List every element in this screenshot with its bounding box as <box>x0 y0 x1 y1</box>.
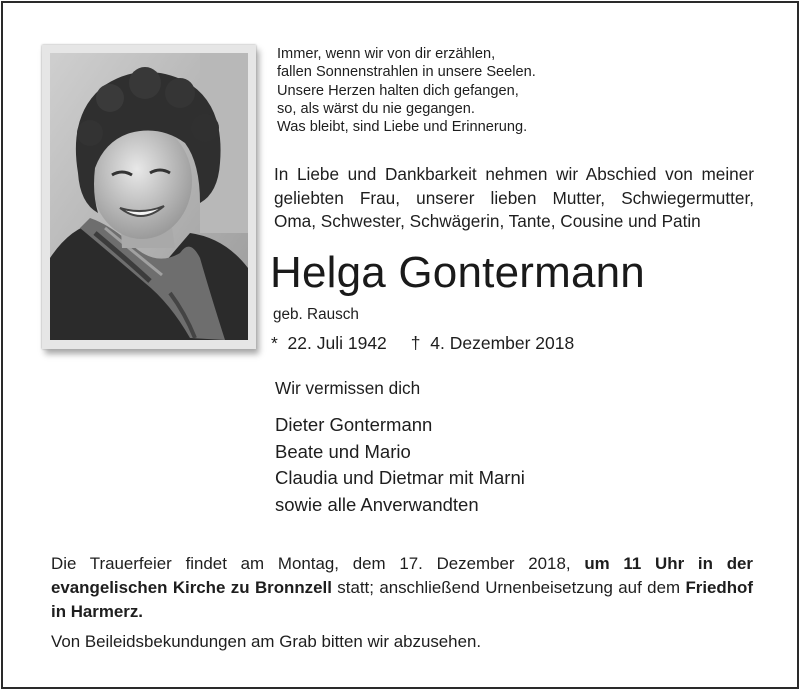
mourner-name: Beate und Mario <box>275 440 411 462</box>
intro-line: geliebten Frau, unserer lieben Mutter, Schwiegermutter, <box>274 187 754 208</box>
funeral-time-location: um 11 Uhr in der evangelischen Kirche zu Bronnzell <box>51 554 753 598</box>
mourner-name: sowie alle Anverwandten <box>275 493 479 515</box>
poem-line: so, als wärst du nie gegangen. <box>277 100 475 117</box>
condolence-note: Von Beileidsbekundungen am Grab bitten wir abzusehen. <box>51 632 482 651</box>
obituary-card <box>1 1 799 689</box>
mourner-name: Dieter Gontermann <box>275 414 433 435</box>
birth-symbol: * <box>271 333 278 353</box>
portrait-frame <box>42 45 256 349</box>
burial-location: Friedhof in Harmerz. <box>51 578 753 622</box>
poem-line: Immer, wenn wir von dir erzählen, <box>277 46 496 62</box>
intro-line: In Liebe und Dankbarkeit nehmen wir Abschied von meiner <box>274 164 754 184</box>
deceased-name: Helga Gontermann <box>270 248 645 297</box>
birth-date: 22. Juli 1942 <box>287 333 387 353</box>
funeral-details <box>51 552 753 625</box>
poem <box>277 45 536 136</box>
death-cross-icon: † <box>410 333 421 353</box>
poem-line: Unsere Herzen halten dich gefangen, <box>277 82 519 99</box>
mourner-name: Claudia und Dietmar mit Marni <box>275 467 525 488</box>
mourners-list <box>275 412 525 518</box>
poem-line: fallen Sonnenstrahlen in unsere Seelen. <box>277 64 536 81</box>
life-dates <box>271 331 574 355</box>
funeral-text: Die Trauerfeier findet am Montag, dem 17. Dezember 2018, <box>51 554 585 573</box>
portrait-photo <box>50 53 248 340</box>
farewell-intro <box>274 163 754 234</box>
funeral-text: statt; anschließend Urnenbeisetzung auf dem <box>331 578 686 598</box>
intro-line: Oma, Schwester, Schwägerin, Tante, Cousine und Patin <box>274 211 701 231</box>
maiden-name: geb. Rausch <box>273 306 359 323</box>
death-date: 4. Dezember 2018 <box>430 333 575 353</box>
poem-line: Was bleibt, sind Liebe und Erinnerung. <box>277 119 528 136</box>
mourners-heading: Wir vermissen dich <box>275 378 421 398</box>
